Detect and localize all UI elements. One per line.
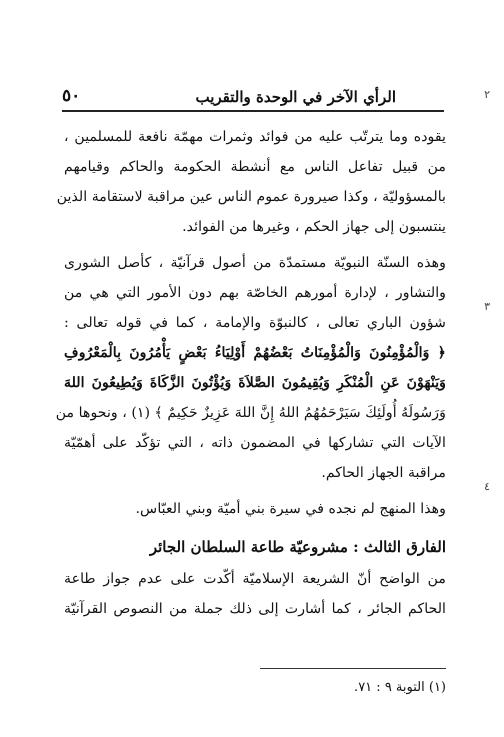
header-rule <box>62 110 444 112</box>
text-line: شؤون الباري تعالى ، كالنبوّة والإمامة ، كما في قوله تعالى : <box>64 315 446 331</box>
text-line: الحاكم الجائر ، كما أشارت إلى ذلك جملة من النصوص القرآنيّة <box>64 601 446 617</box>
text-line: وهذه السنّة النبويّة مستمدّة من أصول قرآنيّة ، كأصل الشورى <box>64 255 446 271</box>
quran-verse-line: وَيَنْهَوْنَ عَنِ الْمُنْكَرِ وَيُقِيمُونَ الصَّلاَةَ وَيُؤْتُونَ الزَّكَاةَ وَيُطِيعُونَ اللهَ <box>64 375 446 391</box>
footnote-rule <box>260 668 446 669</box>
text-line: من الواضح أنّ الشريعة الإسلاميّة أكّدت على عدم جواز طاعة <box>64 571 446 587</box>
text-line: وَرَسُولَهُ أُولَئِكَ سَيَرْحَمُهُمُ اللهُ إِنَّ اللهَ عَزِيزٌ حَكِيمٌ ﴾ (١) ، ونحوها من <box>55 405 446 421</box>
text-line: يقوده وما يترتّب عليه من فوائد وثمرات مهمّة نافعة للمسلمين ، <box>64 129 446 145</box>
text-line: والتشاور ، لإدارة أمورهم الخاصّة بهم دون الأمور التي هي من <box>64 285 446 301</box>
text-line: من قبيل تفاعل الناس مع أنشطة الحكومة والحاكم وقيامهم <box>64 159 446 175</box>
text-line: بالمسؤوليّة ، وكذا صيرورة عموم الناس عين مراقبة لاستقامة الذين <box>56 189 446 205</box>
text-line: وهذا المنهج لم نجده في سيرة بني أميّة وبني العبّاس. <box>135 501 446 517</box>
footnote: (١) التوبة ٩ : ٧١. <box>354 680 446 695</box>
quran-verse-line: ﴿ وَالْمُؤْمِنُونَ وَالْمُؤْمِنَاتُ بَعْضُهُمْ أَوْلِيَاءُ بَعْضٍ يَأْمُرُونَ بِالْمَعْرُوفِ <box>64 345 446 361</box>
margin-marker: ٢ <box>484 88 490 101</box>
running-header <box>62 86 444 110</box>
section-heading: الفارق الثالث : مشروعيّة طاعة السلطان الجائر <box>149 538 446 556</box>
page-number: ٥٠ <box>62 86 81 106</box>
header-title: الرأي الآخر في الوحدة والتقريب <box>195 88 396 106</box>
text-line: الآيات التي تشاركها في المضمون ذاته ، التي تؤكّد على أهمّيّة <box>64 435 446 451</box>
text-line: ينتسبون إلى جهاز الحكم ، وغيرها من الفوائد. <box>182 219 446 235</box>
margin-marker: ٣ <box>484 300 490 313</box>
margin-marker: ٤ <box>484 480 490 493</box>
body-text <box>55 122 446 624</box>
text-line: مراقبة الجهاز الحاكم. <box>321 465 446 481</box>
